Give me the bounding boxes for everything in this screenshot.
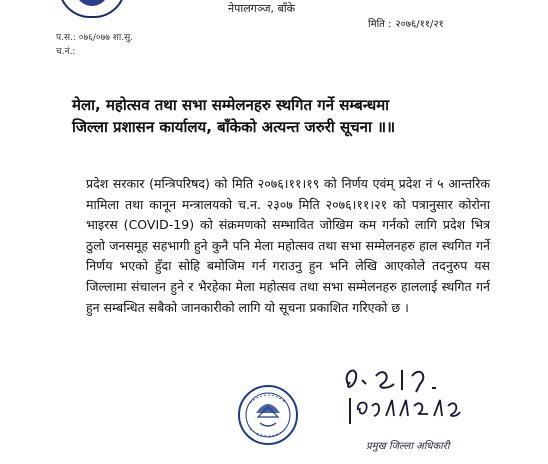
official-seal-icon — [236, 383, 300, 447]
office-location: नेपालगञ्ज, बाँके — [228, 2, 296, 15]
notice-body: प्रदेश सरकार (मन्त्रिपरिषद) को मिति २०७६।११।१९ को निर्णय एवंम् प्रदेश नं ५ आन्तरिक मामिला तथा कानून मन्त्रालयको च.न. २३०७ मिति २०७६।११।२१ को पत्रानुसार कोरोना भाइरस (COVID-19) को संक्रमणको सम्भावित जोखिम कम गर्नको लागि प्रदेश भित्र ठुलो जनसमूह सहभागी हुने कुनै पनि मेला महोत्सव तथा सभा सम्मेलनहरु हाल स्थगित गर्ने निर्णय भएको हुँदा सोहि बमोजिम गर्न गराउनु हुन भनि लेखि आएकोले तदनुरुप यस जिल्लामा संचालन हुने र भैरहेका मेला महोत्सव तथा सभा सम्मेलनहरु हाललाई स्थगित गर्न हुन सम्बन्धित सबैको जानकारीको लागि यो सूचना प्रकाशित गरिएको छ । — [86, 176, 490, 315]
title-line-1: मेला, महोत्सव तथा सभा सम्मेलनहरु स्थगित गर्ने सम्बन्धमा — [72, 96, 390, 114]
ps-number: प.स.: ०७६/०७७ शा.सु. — [56, 33, 134, 43]
date-line — [368, 16, 444, 30]
date-value: २०७६/११/२१ — [395, 19, 444, 30]
handwritten-signature — [336, 354, 486, 434]
reference-block — [56, 31, 133, 59]
notice-title — [72, 94, 512, 138]
signer-designation: प्रमुख जिल्ला अधिकारी — [366, 441, 450, 452]
government-emblem-icon — [58, 0, 126, 18]
date-label: मिति : — [368, 19, 392, 30]
title-line-2: जिल्ला प्रशासन कार्यालय, बाँकेको अत्यन्त जरुरी सूचना ॥॥ — [72, 118, 396, 136]
cn-number: च.नं.: — [56, 47, 76, 57]
